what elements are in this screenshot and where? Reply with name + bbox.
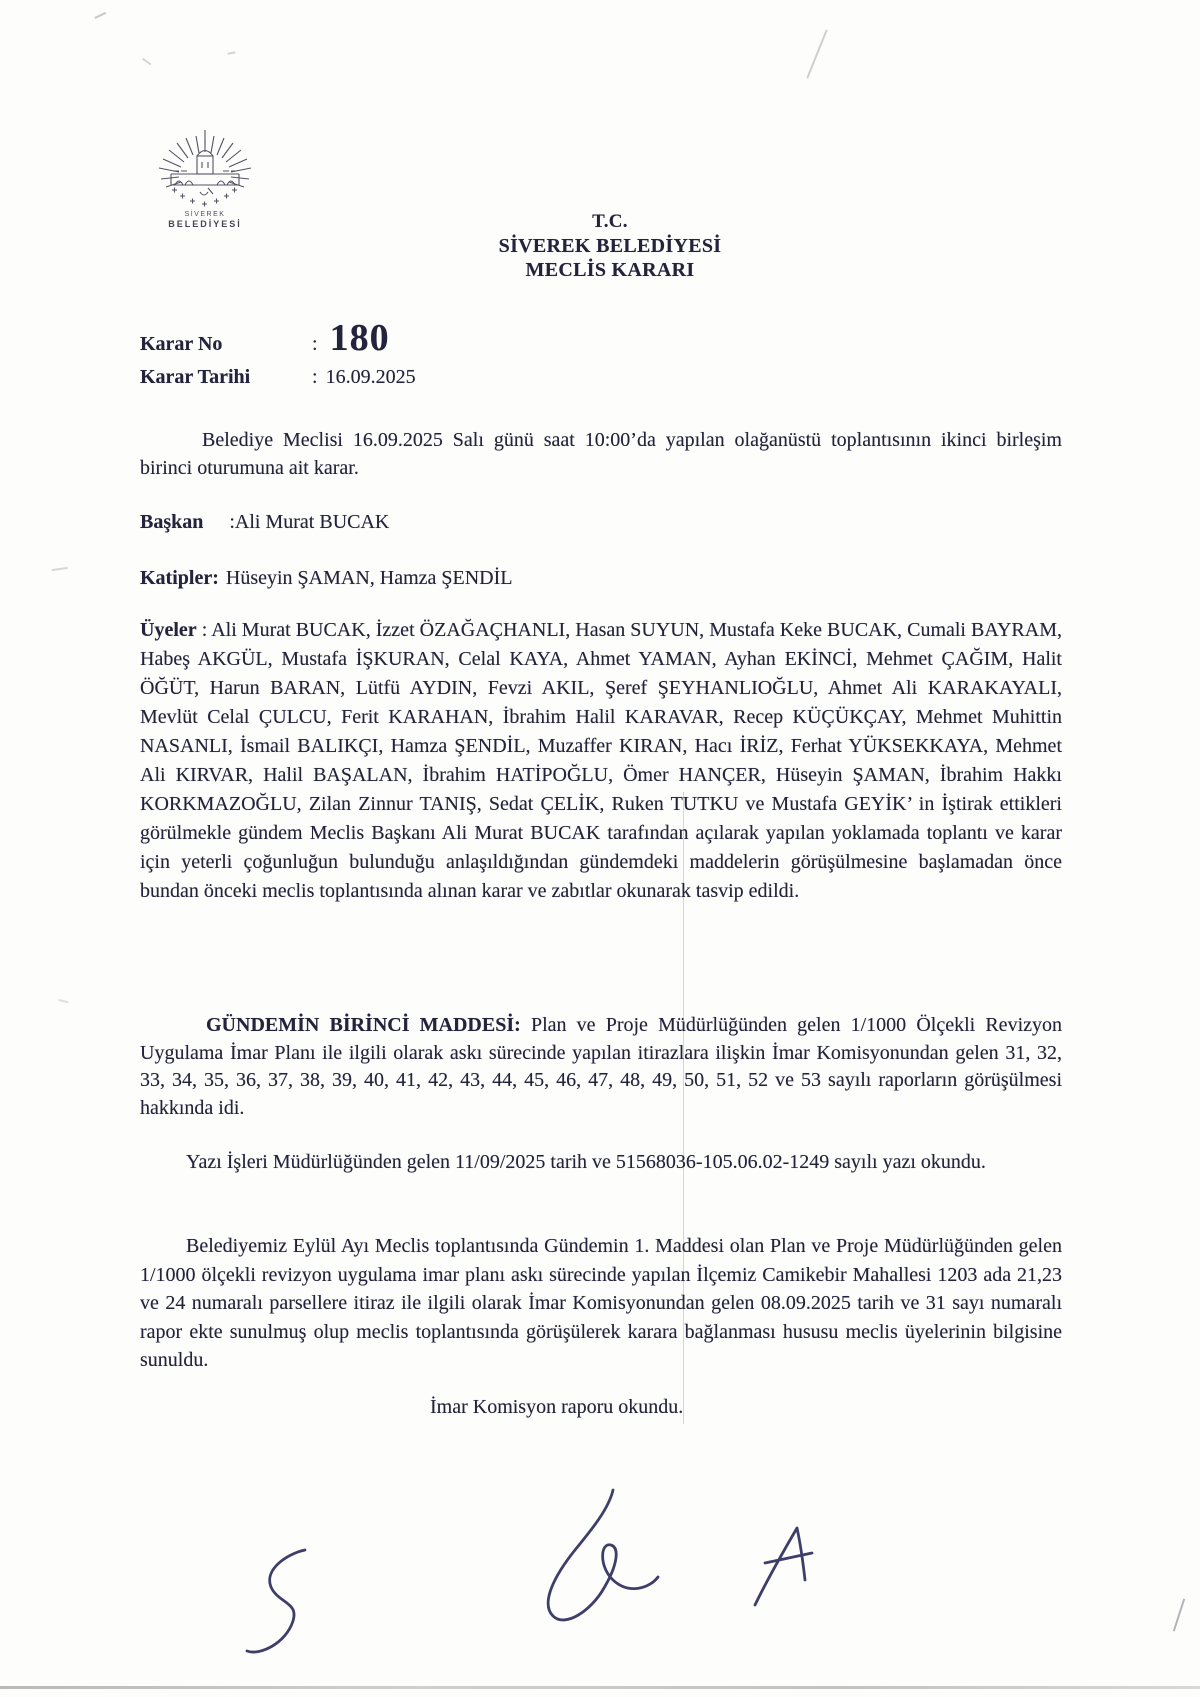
members-paragraph bbox=[140, 616, 1062, 906]
seal-city-text: SİVEREK bbox=[184, 211, 226, 218]
header-tc: T.C. bbox=[592, 211, 628, 232]
decision-date-value: 16.09.2025 bbox=[325, 366, 416, 388]
clerks-line bbox=[140, 564, 1062, 592]
intro-paragraph: Belediye Meclisi 16.09.2025 Salı günü saat 10:00’da yapılan olağanüstü toplantısının ikinci birleşim birinci oturumuna ait karar. bbox=[140, 429, 1062, 479]
header-doc-type: MECLİS KARARI bbox=[525, 259, 695, 281]
signature-right bbox=[755, 1528, 812, 1605]
correspondence-paragraph: Yazı İşleri Müdürlüğünden gelen 11/09/2025 tarih ve 51568036-105.06.02-1249 sayılı yazı okundu. bbox=[186, 1151, 986, 1173]
signature-center bbox=[548, 1490, 658, 1620]
agenda-paragraph bbox=[140, 1012, 1062, 1122]
chairman-value: :Ali Murat BUCAK bbox=[229, 511, 390, 533]
decision-date-row bbox=[140, 366, 640, 389]
scan-mark-top-left bbox=[94, 12, 109, 26]
decision-no-row bbox=[140, 316, 640, 360]
decision-no-label: Karar No bbox=[140, 333, 223, 355]
decision-date-separator: : bbox=[312, 366, 318, 388]
scan-mark-left-margin bbox=[52, 567, 69, 575]
header-organization: SİVEREK BELEDİYESİ bbox=[498, 235, 722, 257]
decision-no-separator: : bbox=[312, 333, 318, 355]
decision-date-label: Karar Tarihi bbox=[140, 366, 251, 388]
signatures bbox=[200, 1460, 1150, 1697]
clerks-label: Katipler: bbox=[140, 567, 219, 589]
scan-mark-top-right bbox=[806, 30, 827, 79]
clerks-value: Hüseyin ŞAMAN, Hamza ŞENDİL bbox=[225, 567, 513, 589]
seal-municipality-text: BELEDİYESİ bbox=[168, 219, 242, 229]
agenda-text: Plan ve Proje Müdürlüğünden gelen 1/1000 Ölçekli Revizyon Uygulama İmar Planı ile ilgili olarak askı sürecinde yapılan itirazlara ilişkin İmar Komisyonundan gelen 31, 32, 33, 34, 35, 36, 37, 38, 39, 40, 41, 42, 43, 44, 45, 46, 47, 48, 49, 50, 51, 52 ve 53 sayılı raporların görüşülmesi hakkında idi. bbox=[140, 1014, 1062, 1119]
scan-mark-bottom-right bbox=[1173, 1599, 1185, 1632]
chairman-line bbox=[140, 508, 1062, 536]
members-label: Üyeler bbox=[140, 619, 197, 641]
scan-mark-top-left bbox=[227, 51, 236, 59]
chairman-label: Başkan bbox=[140, 511, 204, 533]
decision-meta bbox=[140, 316, 640, 389]
members-text: : Ali Murat BUCAK, İzzet ÖZAĞAÇHANLI, Hasan SUYUN, Mustafa Keke BUCAK, Cumali BAYRAM, Habeş AKGÜL, Mustafa İŞKURAN, Celal KAYA, Ahmet YAMAN, Ayhan EKİNCİ, Mehmet ÇAĞIM, Halit ÖĞÜT, Harun BARAN, Lütfü AYDIN, Fevzi AKIL, Şeref ŞEYHANLIOĞLU, Ahmet Ali KARAKAYALI, Mevlüt Celal ÇULCU, Ferit KARAHAN, İbrahim Halil KARAVAR, Recep KÜÇÜKÇAY, Mehmet Muhittin NASANLI, İsmail BALIKÇI, Hamza ŞENDİL, Muzaffer KIRAN, Hacı İRİZ, Ferhat YÜKSEKKAYA, Mehmet Ali KIRVAR, Halil BAŞALAN, İbrahim HATİPOĞLU, Ömer HANÇER, Hüseyin ŞAMAN, İbrahim Hakkı KORKMAZOĞLU, Zilan Zinnur TANIŞ, Sedat ÇELİK, Ruken TUTKU ve Mustafa GEYİK’ in İştirak ettikleri görülmekle gündem Meclis Başkanı Ali Murat BUCAK tarafından açılarak yapılan yoklamada toplantı ve karar için yeterli çoğunluğun bulunduğu anlaşıldığından gündemdeki maddelerin görüşülmesine başlamadan önce bundan önceki meclis toplantısında alınan karar ve zabıtlar okunarak tasvip edildi. bbox=[140, 619, 1062, 902]
proposal-paragraph: Belediyemiz Eylül Ayı Meclis toplantısında Gündemin 1. Maddesi olan Plan ve Proje Müdürlüğünden gelen 1/1000 ölçekli revizyon uygulama imar planı askı sürecinde yapılan İlçemiz Camikebir Mahallesi 1203 ada 21,23 ve 24 numaralı parsellere itiraz ile ilgili olarak İmar Komisyonundan gelen 08.09.2025 tarih ve 31 sayı numaralı rapor ekte sunulmuş olup meclis toplantısında görüşülerek karara bağlanması hususu meclis üyelerinin bilgisine sunuldu. bbox=[140, 1235, 1062, 1371]
scan-mark-left-margin bbox=[57, 999, 68, 1007]
agenda-label: GÜNDEMİN BİRİNCİ MADDESİ: bbox=[206, 1014, 521, 1036]
report-read-line: İmar Komisyon raporu okundu. bbox=[430, 1396, 684, 1418]
signature-left bbox=[247, 1550, 305, 1652]
document-header bbox=[160, 210, 1060, 282]
decision-no-value: 180 bbox=[329, 317, 390, 359]
scan-mark-top-left bbox=[139, 58, 152, 70]
